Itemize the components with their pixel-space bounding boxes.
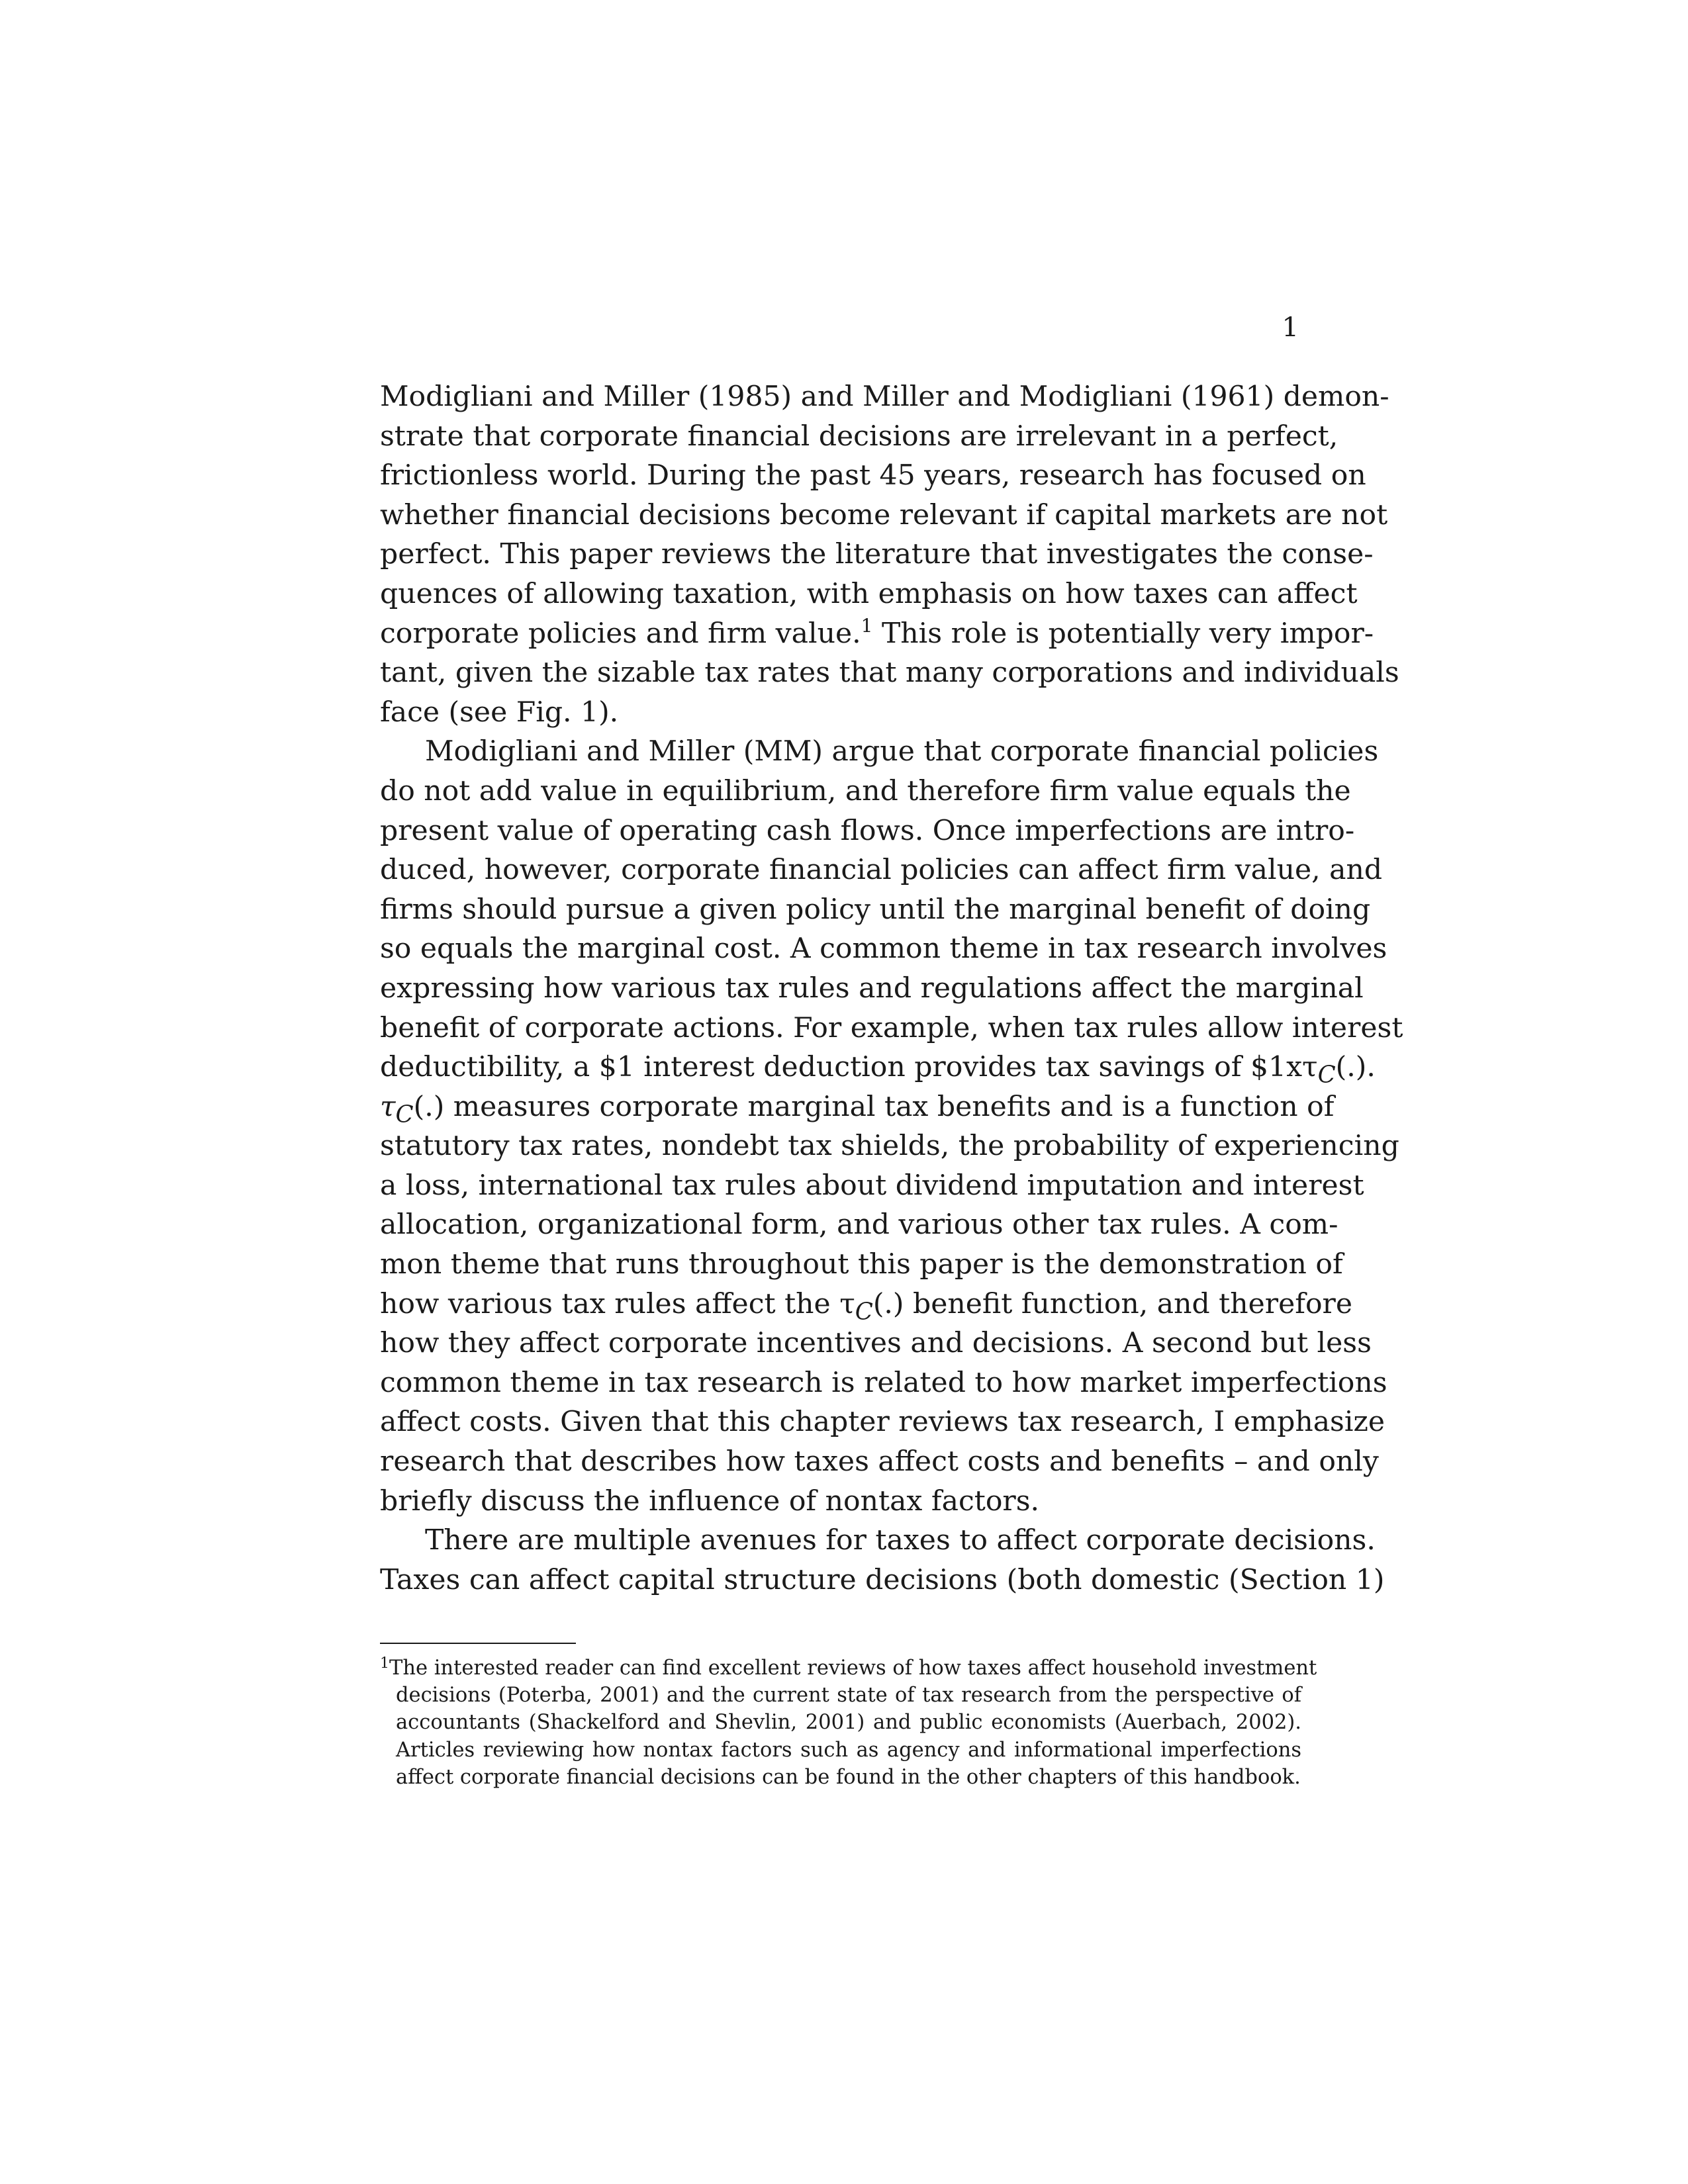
footnote-line: Articles reviewing how nontax factors such as agency and informational imperfections [396, 1738, 1301, 1762]
text-line: Taxes can affect capital structure decisions (both domestic (Section 1) [380, 1563, 1385, 1596]
text-fragment: (.). [1335, 1051, 1376, 1084]
text-line: tant, given the sizable tax rates that many corporations and individuals [380, 657, 1399, 690]
footnote-line [380, 1655, 1317, 1682]
text-line: mon theme that runs throughout this paper is the demonstration of [380, 1248, 1343, 1281]
text-line-with-math [380, 1048, 1376, 1089]
text-fragment: (.) benefit function, and therefore [872, 1287, 1353, 1320]
text-line: a loss, international tax rules about dividend imputation and interest [380, 1169, 1364, 1202]
text-fragment: This role is potentially very impor- [881, 617, 1374, 650]
body-text [380, 377, 1403, 1600]
text-line: affect costs. Given that this chapter reviews tax research, I emphasize [380, 1406, 1385, 1439]
text-line-with-footnote [380, 614, 1374, 654]
text-fragment: (.) measures corporate marginal tax benefits and is a function of [413, 1090, 1335, 1123]
text-fragment: deductibility, a $1 interest deduction provides tax savings of $1xτ [380, 1051, 1318, 1084]
footnote-marker: 1 [861, 614, 873, 637]
text-line: present value of operating cash flows. Once imperfections are intro- [380, 814, 1355, 847]
text-fragment: corporate policies and firm value. [380, 617, 861, 650]
page-number: 1 [1282, 312, 1299, 343]
text-line: There are multiple avenues for taxes to affect corporate decisions. [425, 1524, 1376, 1557]
text-line: quences of allowing taxation, with emphasis on how taxes can affect [380, 577, 1358, 610]
text-line: firms should pursue a given policy until the marginal benefit of doing [380, 893, 1371, 926]
text-line: benefit of corporate actions. For example, when tax rules allow interest [380, 1011, 1403, 1044]
text-line: do not add value in equilibrium, and therefore firm value equals the [380, 774, 1351, 807]
text-line: how they affect corporate incentives and decisions. A second but less [380, 1327, 1372, 1360]
text-line: whether financial decisions become relevant if capital markets are not [380, 498, 1388, 531]
tau-subscript: C [1317, 1061, 1336, 1089]
footnote-line: decisions (Poterba, 2001) and the current state of tax research from the perspective of [396, 1684, 1301, 1707]
text-fragment: how various tax rules affect the τ [380, 1287, 855, 1320]
footnote-rule [380, 1643, 576, 1644]
text-line: duced, however, corporate financial policies can affect firm value, and [380, 854, 1383, 887]
text-line-with-math [380, 1285, 1353, 1326]
text-line: face (see Fig. 1). [380, 696, 619, 729]
text-line: expressing how various tax rules and regulations affect the marginal [380, 972, 1364, 1005]
footnote-line: affect corporate financial decisions can be found in the other chapters of this handbook. [396, 1765, 1301, 1789]
footnote [380, 1655, 1317, 1791]
text-line: strate that corporate financial decisions are irrelevant in a perfect, [380, 420, 1338, 453]
text-line: Modigliani and Miller (MM) argue that corporate financial policies [425, 735, 1379, 768]
text-line: so equals the marginal cost. A common theme in tax research involves [380, 933, 1387, 966]
footnote-number: 1 [380, 1655, 389, 1672]
text-line: perfect. This paper reviews the literature that investigates the conse- [380, 538, 1374, 571]
text-line: research that describes how taxes affect costs and benefits – and only [380, 1445, 1379, 1479]
tau-symbol: τ [380, 1090, 396, 1123]
footnote-line: accountants (Shackelford and Shevlin, 2001) and public economists (Auerbach, 2002). [396, 1711, 1301, 1735]
footnote-text: The interested reader can find excellent reviews of how taxes affect household investment [389, 1657, 1317, 1680]
text-line: statutory tax rates, nondebt tax shields, the probability of experiencing [380, 1130, 1399, 1163]
text-line: frictionless world. During the past 45 years, research has focused on [380, 459, 1366, 492]
tau-subscript: C [395, 1101, 414, 1128]
text-line: briefly discuss the influence of nontax factors. [380, 1484, 1040, 1518]
text-line-with-math [380, 1087, 1335, 1128]
text-line: Modigliani and Miller (1985) and Miller and Modigliani (1961) demon- [380, 381, 1389, 413]
text-line: common theme in tax research is related to how market imperfections [380, 1366, 1387, 1399]
tau-subscript: C [855, 1298, 873, 1326]
text-line: allocation, organizational form, and various other tax rules. A com- [380, 1208, 1338, 1242]
